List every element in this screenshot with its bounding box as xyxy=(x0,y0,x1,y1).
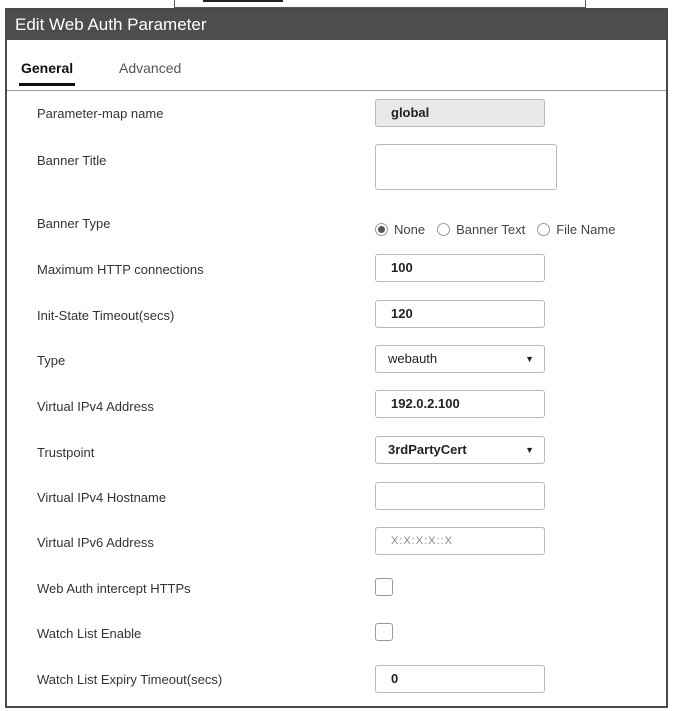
tab-advanced[interactable] xyxy=(119,60,181,76)
type-label: Type xyxy=(37,353,66,368)
banner-title-label: Banner Title xyxy=(37,153,107,168)
radio-banner-text-label: Banner Text xyxy=(456,222,526,237)
banner-title-input[interactable] xyxy=(375,144,557,190)
init-state-timeout-input[interactable]: 120 xyxy=(375,300,545,328)
radio-none-label: None xyxy=(394,222,426,237)
max-http-connections-input[interactable]: 100 xyxy=(375,254,545,282)
virtual-ipv4-address-label: Virtual IPv4 Address xyxy=(37,399,154,414)
banner-type-option-banner-text[interactable] xyxy=(437,222,525,237)
radio-file-name-label: File Name xyxy=(556,222,616,237)
background-window xyxy=(174,0,586,8)
virtual-ipv4-address-input[interactable]: 192.0.2.100 xyxy=(375,390,545,418)
tab-advanced-label: Advanced xyxy=(119,60,182,76)
banner-type-label: Banner Type xyxy=(37,216,111,231)
active-tab-indicator xyxy=(19,83,75,86)
type-select[interactable] xyxy=(375,345,545,373)
edit-web-auth-dialog xyxy=(5,8,668,708)
banner-type-radio-group xyxy=(375,222,627,237)
radio-file-name[interactable] xyxy=(537,223,550,236)
trustpoint-select[interactable] xyxy=(375,436,545,464)
virtual-ipv6-address-input[interactable]: X:X:X:X::X xyxy=(375,527,545,555)
max-http-connections-label: Maximum HTTP connections xyxy=(37,262,204,277)
tab-bar xyxy=(7,40,666,91)
type-select-value: webauth xyxy=(388,351,438,366)
tab-general-label: General xyxy=(21,60,74,76)
background-window-fragment xyxy=(203,0,283,2)
watch-list-expiry-timeout-label: Watch List Expiry Timeout(secs) xyxy=(37,672,223,687)
trustpoint-label: Trustpoint xyxy=(37,445,95,460)
chevron-down-icon: ▼ xyxy=(525,354,534,364)
web-auth-intercept-https-label: Web Auth intercept HTTPs xyxy=(37,581,191,596)
radio-banner-text[interactable] xyxy=(437,223,450,236)
virtual-ipv6-address-label: Virtual IPv6 Address xyxy=(37,535,154,550)
watch-list-enable-label: Watch List Enable xyxy=(37,626,142,641)
web-auth-intercept-https-checkbox[interactable] xyxy=(375,578,393,596)
parameter-map-name-field: global xyxy=(375,99,545,127)
watch-list-expiry-timeout-input[interactable]: 0 xyxy=(375,665,545,693)
watch-list-enable-checkbox[interactable] xyxy=(375,623,393,641)
banner-type-option-none[interactable] xyxy=(375,222,425,237)
virtual-ipv4-hostname-input[interactable] xyxy=(375,482,545,510)
virtual-ipv4-hostname-label: Virtual IPv4 Hostname xyxy=(37,490,167,505)
trustpoint-select-value: 3rdPartyCert xyxy=(388,442,467,457)
init-state-timeout-label: Init-State Timeout(secs) xyxy=(37,308,175,323)
parameter-map-name-label: Parameter-map name xyxy=(37,106,164,121)
tab-general[interactable] xyxy=(21,60,73,76)
chevron-down-icon: ▼ xyxy=(525,445,534,455)
banner-type-option-file-name[interactable] xyxy=(537,222,615,237)
radio-none[interactable] xyxy=(375,223,388,236)
dialog-title: Edit Web Auth Parameter xyxy=(7,10,666,40)
